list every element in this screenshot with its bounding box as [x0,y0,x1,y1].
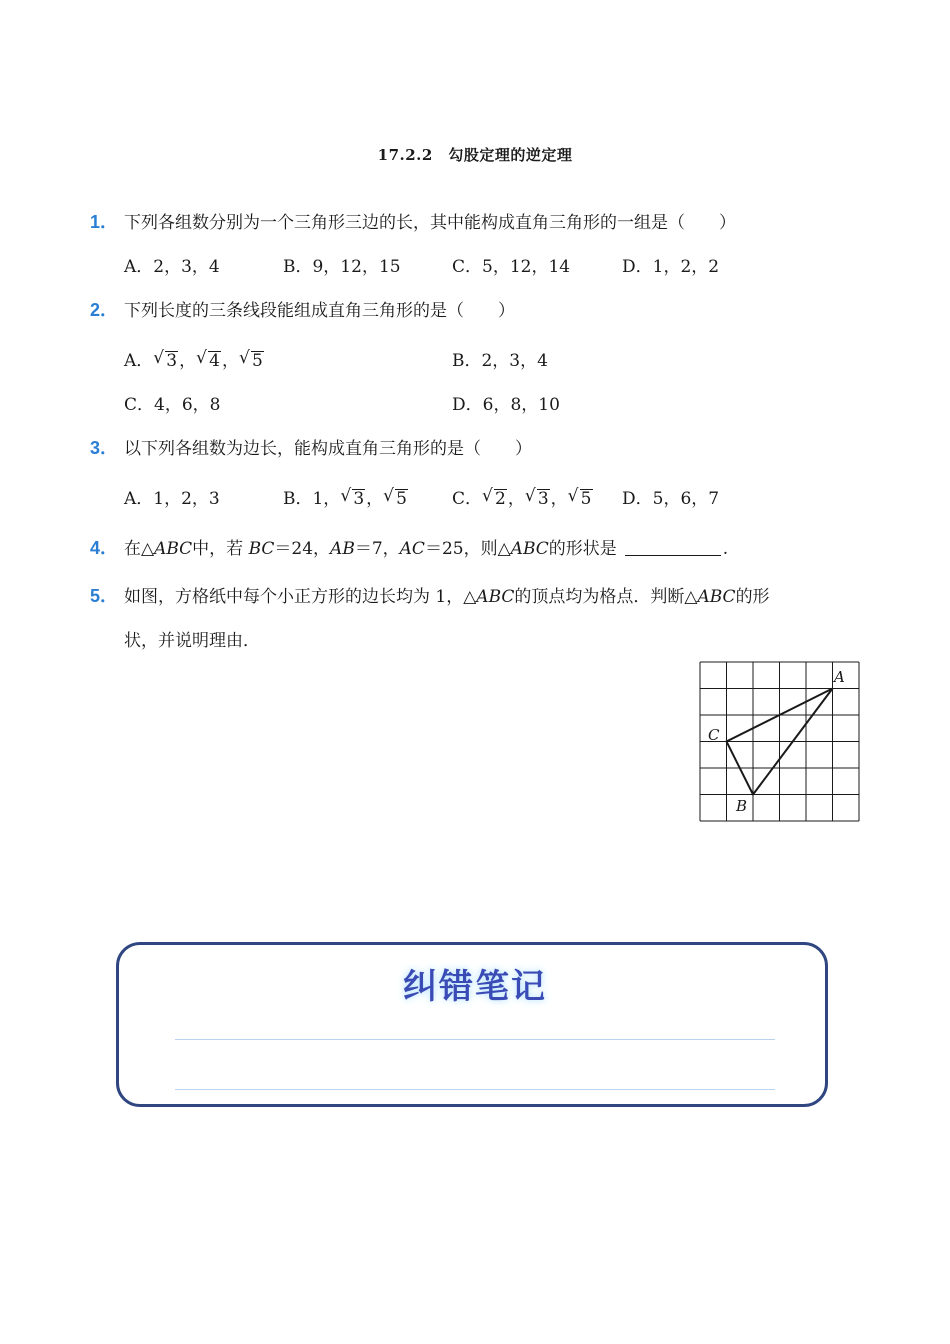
option-d: D．5，6，7 [622,489,720,509]
sqrt-symbol [383,489,408,509]
text-fragment: 的形 [735,587,770,607]
vertex-label-a: A [834,668,845,686]
sqrt-symbol [482,489,507,509]
math-variable: AB [330,539,355,559]
vertex-label-c: C [708,726,720,744]
radicand: 4 [209,351,220,371]
option-a [124,346,265,371]
radicand: 3 [353,489,365,509]
radicand: 5 [580,489,592,509]
note-line[interactable] [175,1039,775,1040]
math-variable: BC [248,539,275,559]
text-fragment: 如图，方格纸中每个小正方形的边长均为 1，△ [124,587,477,607]
text-fragment: 中，若 [192,539,249,559]
separator: ， [507,489,525,509]
text-fragment: 的顶点均为格点．判断△ [514,587,698,607]
question-4 [90,534,728,560]
sqrt-symbol [568,489,593,509]
option-label: C． [452,489,483,509]
question-number: 2． [90,300,119,320]
radicand: 2 [495,489,506,509]
question-number: 1． [90,212,119,232]
question-number: 4． [90,538,119,558]
radicand: 3 [537,489,549,509]
question-2 [90,296,515,322]
question-5 [90,582,770,608]
math-variable: ABC [154,539,193,559]
option-c [452,484,594,509]
sqrt-symbol [196,351,221,371]
notes-title: 纠错笔记 [403,967,547,1007]
page-title: 17.2.2 勾股定理的逆定理 [377,146,573,164]
error-notes-box [116,942,828,1107]
text-fragment: . [722,539,729,559]
math-variable: ABC [510,539,549,559]
separator: ， [550,489,568,509]
separator: ， [366,489,384,509]
sqrt-symbol [340,489,365,509]
answer-blank[interactable] [625,539,721,556]
vertex-label-b: B [736,797,748,815]
option-c: C．4，6，8 [124,395,221,415]
math-variable: AC [399,539,425,559]
question-text: 下列各组数分别为一个三角形三边的长，其中能构成直角三角形的一组是（ ） [124,213,736,233]
note-line[interactable] [175,1089,775,1090]
question-number: 5． [90,586,119,606]
text-fragment: 的形状是 [548,539,617,559]
option-d: D．6，8，10 [452,395,560,415]
radicand: 3 [166,351,178,371]
option-b: B．2，3，4 [452,351,548,371]
separator: ， [179,351,197,371]
option-label: B．1， [283,489,341,509]
text-fragment: 在△ [124,539,155,559]
option-label: A． [124,351,154,371]
separator: ， [221,351,239,371]
triangle-grid-figure [692,660,864,826]
text-fragment: ＝24， [274,539,331,559]
option-a: A．1，2，3 [124,489,220,509]
option-d: D．1，2，2 [622,257,720,277]
option-c: C．5，12，14 [452,257,571,277]
question-text: 以下列各组数为边长，能构成直角三角形的是（ ） [124,439,532,459]
radicand: 5 [396,489,407,509]
question-number: 3． [90,438,119,458]
sqrt-symbol [153,351,178,371]
option-a: A．2，3，4 [124,257,220,277]
question-text: 下列长度的三条线段能组成直角三角形的是（ ） [124,301,515,321]
question-3 [90,434,532,460]
text-fragment: ＝7， [354,539,400,559]
sqrt-symbol [239,351,264,371]
option-b [283,484,409,509]
math-variable: ABC [476,587,515,607]
math-variable: ABC [697,587,736,607]
text-fragment: ＝25，则△ [424,539,511,559]
radicand: 5 [251,351,263,371]
option-b: B．9，12，15 [283,257,401,277]
question-5-line2: 状，并说明理由． [124,631,260,651]
question-1 [90,208,736,234]
sqrt-symbol [525,489,550,509]
